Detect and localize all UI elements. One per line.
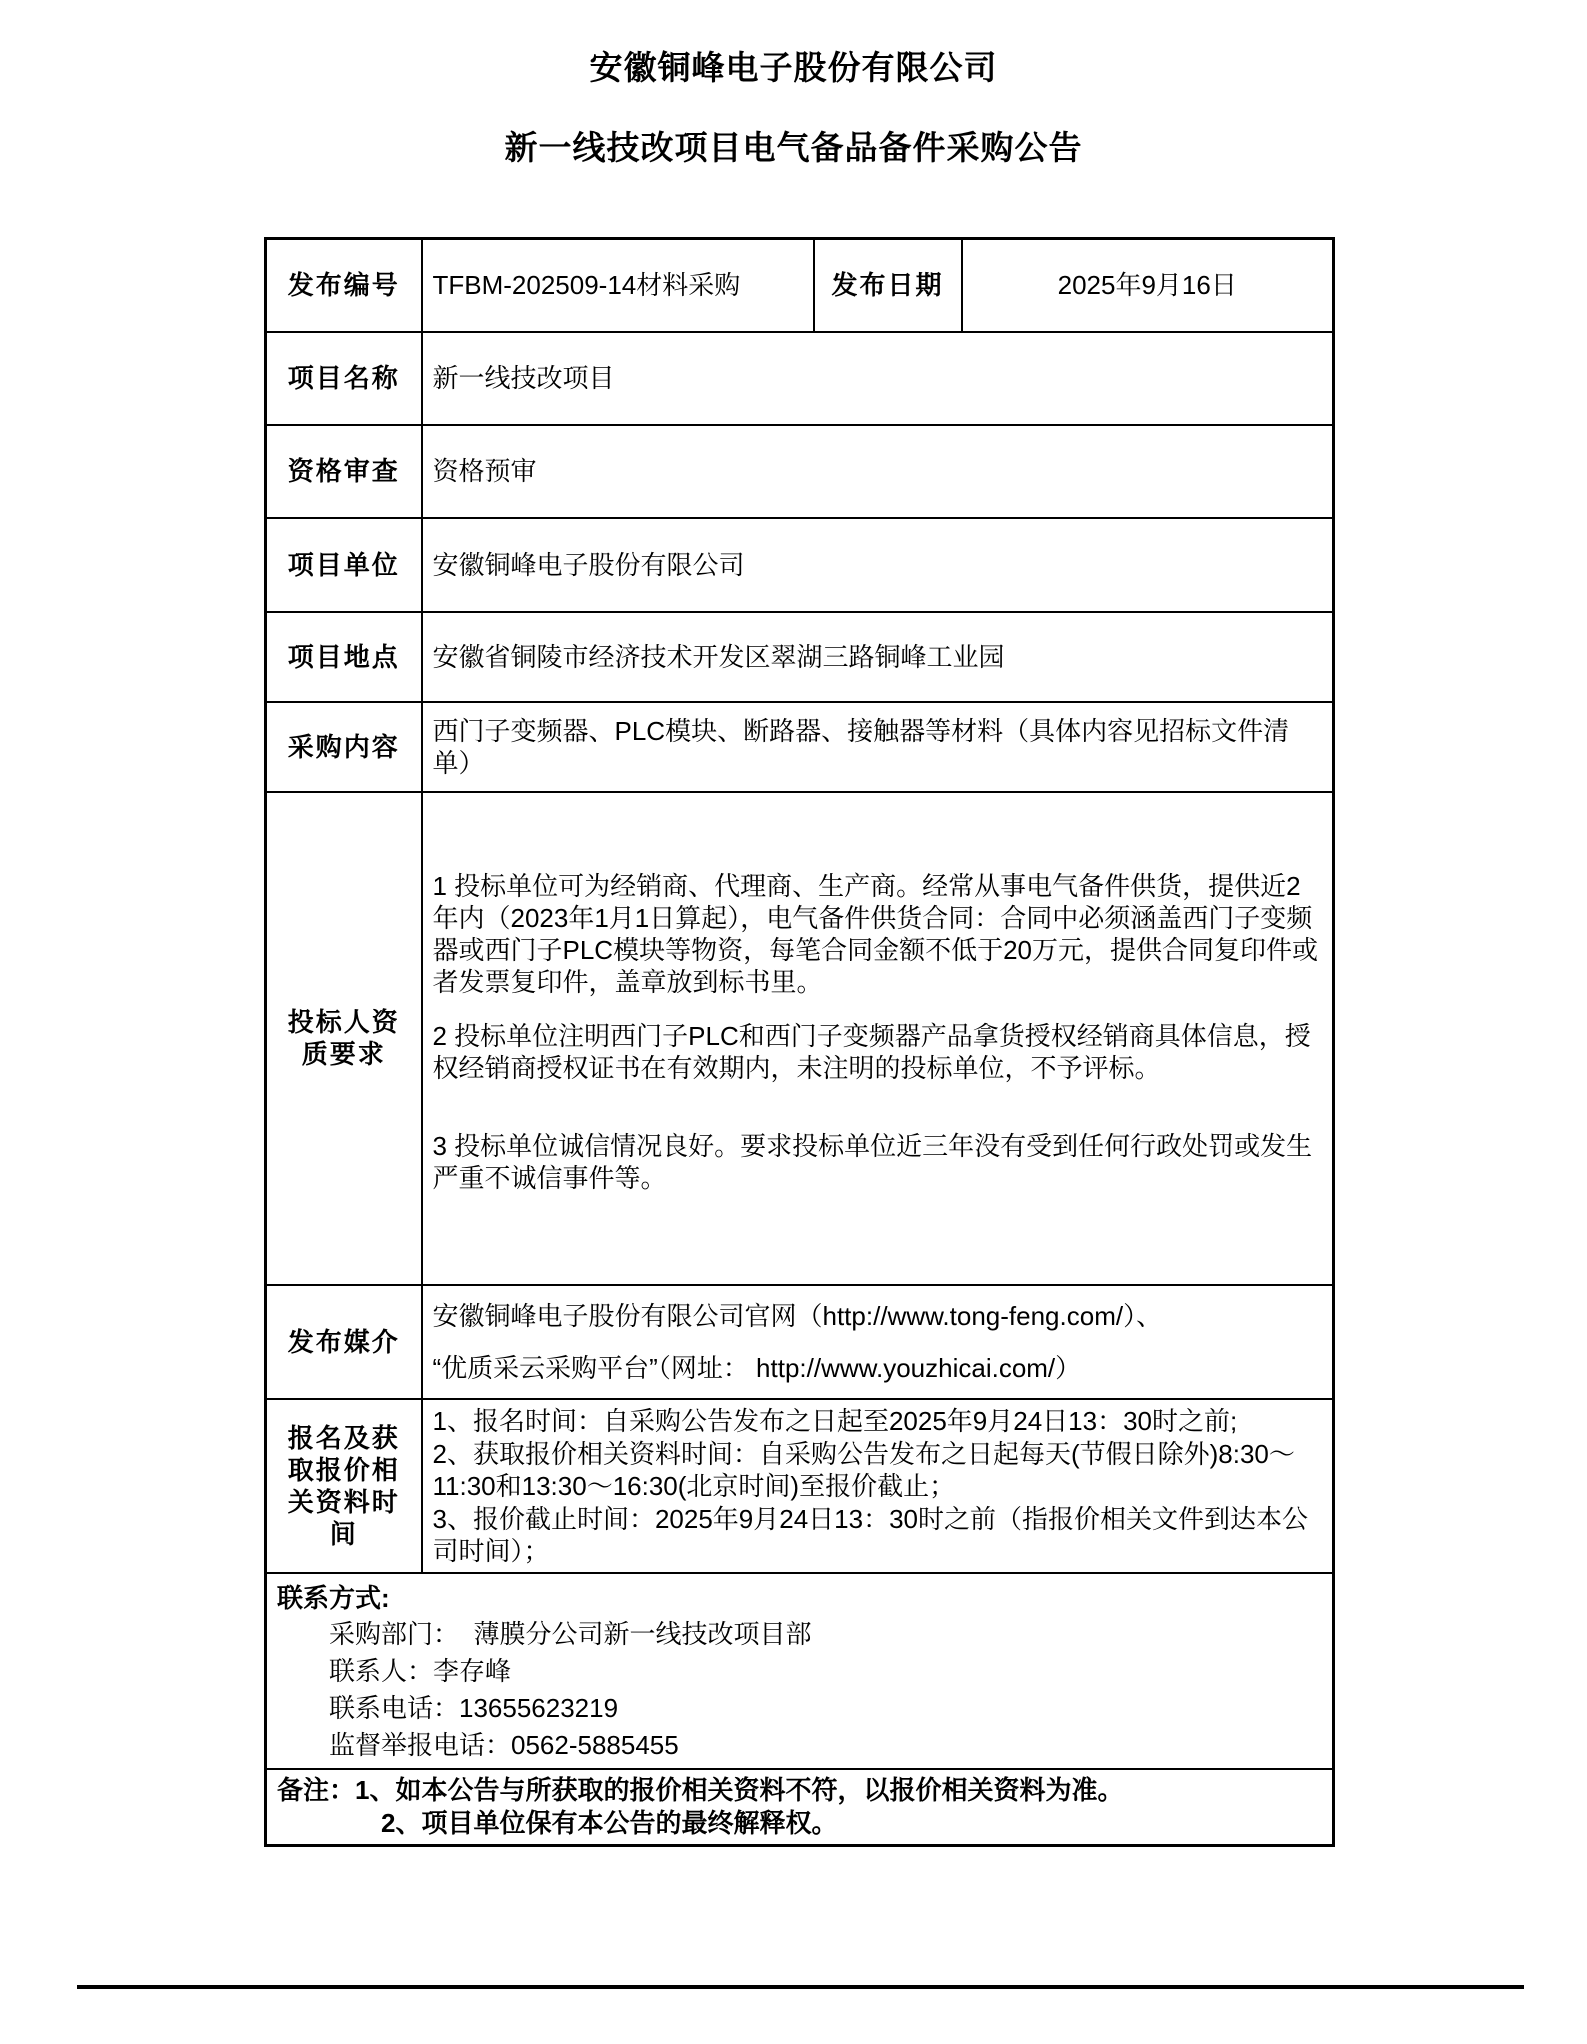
row-remarks	[266, 1769, 1334, 1846]
contact-department: 采购部门： 薄膜分公司新一线技改项目部	[329, 1618, 812, 1649]
row-project-location	[266, 612, 1334, 702]
contact-phone: 联系电话：13655623219	[329, 1692, 619, 1723]
row-procurement-content	[266, 702, 1334, 792]
publish-number-label: 发布编号	[266, 239, 422, 332]
schedule-item-2: 2、获取报价相关资料时间：自采购公告发布之日起每天(节假日除外)8:30～11:30和13:30～16:30(北京时间)至报价截止；	[432, 1438, 1295, 1501]
row-contact	[266, 1573, 1334, 1769]
contact-cell	[266, 1573, 1334, 1769]
contact-supervision-phone: 监督举报电话：0562-5885455	[329, 1729, 679, 1760]
row-publishing-media	[266, 1285, 1334, 1399]
publishing-media-value	[422, 1285, 1334, 1399]
project-name-label: 项目名称	[266, 332, 422, 425]
publish-date-label: 发布日期	[814, 239, 962, 332]
remark-line-2: 2、项目单位保有本公告的最终解释权。	[381, 1807, 838, 1838]
schedule-label-text: 报名及获取报价相关资料时间	[287, 1422, 400, 1549]
project-location-value: 安徽省铜陵市经济技术开发区翠湖三路铜峰工业园	[422, 612, 1334, 702]
publish-number-value: TFBM-202509-14材料采购	[422, 239, 814, 332]
bidder-qualification-label	[266, 792, 422, 1285]
page-footer-rule	[77, 1985, 1524, 1989]
procurement-content-label: 采购内容	[266, 702, 422, 792]
bidder-qualification-label-text: 投标人资质要求	[287, 1007, 400, 1069]
row-publish-number	[266, 239, 1334, 332]
schedule-item-1: 1、报名时间：自采购公告发布之日起至2025年9月24日13：30时之前;	[432, 1405, 1238, 1436]
row-bidder-qualification	[266, 792, 1334, 1285]
qualification-paragraph-2: 2 投标单位注明西门子PLC和西门子变频器产品拿货授权经销商具体信息，授权经销商授权证书在有效期内，未注明的投标单位，不予评标。	[432, 1021, 1311, 1083]
publish-date-value: 2025年9月16日	[962, 239, 1334, 332]
remarks-cell	[266, 1769, 1334, 1846]
schedule-label	[266, 1399, 422, 1573]
schedule-item-3: 3、报价截止时间：2025年9月24日13：30时之前（指报价相关文件到达本公司时间）；	[432, 1503, 1309, 1566]
project-name-value: 新一线技改项目	[422, 332, 1334, 425]
row-schedule	[266, 1399, 1334, 1573]
schedule-value	[422, 1399, 1334, 1573]
row-project-unit	[266, 518, 1334, 612]
bidder-qualification-value	[422, 792, 1334, 1285]
remark-line-1: 备注：1、如本公告与所获取的报价相关资料不符，以报价相关资料为准。	[277, 1774, 1124, 1805]
publishing-media-label: 发布媒介	[266, 1285, 422, 1399]
qualification-review-label: 资格审查	[266, 425, 422, 518]
project-unit-value: 安徽铜峰电子股份有限公司	[422, 518, 1334, 612]
media-line-1: 安徽铜峰电子股份有限公司官网（http://www.tong-feng.com/）、	[432, 1300, 1163, 1331]
qualification-paragraph-3: 3 投标单位诚信情况良好。要求投标单位近三年没有受到任何行政处罚或发生严重不诚信事件等。	[432, 1131, 1313, 1193]
row-project-name	[266, 332, 1334, 425]
project-location-label: 项目地点	[266, 612, 422, 702]
announcement-table	[264, 237, 1335, 1847]
qualification-review-value: 资格预审	[422, 425, 1334, 518]
qualification-paragraph-1: 1 投标单位可为经销商、代理商、生产商。经常从事电气备件供货，提供近2年内（2023年1月1日算起），电气备件供货合同：合同中必须涵盖西门子变频器或西门子PLC模块等物资，每笔合同金额不低于20万元，提供合同复印件或者发票复印件，盖章放到标书里。	[432, 871, 1318, 997]
document-subtitle: 新一线技改项目电气备品备件采购公告	[504, 129, 1083, 166]
row-qualification-review	[266, 425, 1334, 518]
procurement-content-value: 西门子变频器、PLC模块、断路器、接触器等材料（具体内容见招标文件清单）	[422, 702, 1334, 792]
project-unit-label: 项目单位	[266, 518, 422, 612]
document-title: 安徽铜峰电子股份有限公司	[589, 49, 998, 86]
contact-person: 联系人：李存峰	[329, 1655, 512, 1686]
contact-heading: 联系方式:	[277, 1582, 390, 1613]
media-line-2: “优质采云采购平台”（网址： http://www.youzhicai.com/）	[432, 1352, 1082, 1383]
